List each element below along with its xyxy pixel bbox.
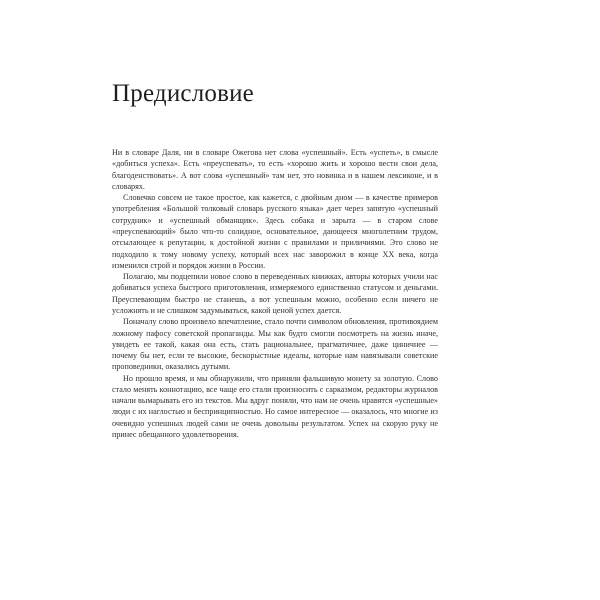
page-title: Предисловие xyxy=(112,79,254,107)
body-paragraph: Словечко совсем не такое простое, как кажется, с двойным дном — в качестве примеров употребления «Большой толковый словарь русского языка» дает через запятую «успешный сотрудник» и «успешный обманщик». Здесь собака и зарыта — в старом слове «преуспевающий» было что-то солидное, основательное, дающееся многолетним трудом, отсылающее к репутации, к достойной жизни с правилами и приличиями. Это слово не подходило к тому новому успеху, который всех нас заворожил в конце XX века, когда изменился строй и порядок жизни в России. xyxy=(112,193,438,270)
body-paragraph: Но прошло время, и мы обнаружили, что приняли фальшивую монету за золотую. Слово стало менять коннотацию, все чаще его стали произносить с сарказмом, редакторы журналов начали вымарывать его из текстов. Мы вдруг поняли, что нам не очень нравятся «успешные» люди с их наглостью и беспринципностью. Но самое интересное — оказалось, что многие из очевидно успешных людей сами не очень довольны результатом. Успех на скорую руку не принес обещанного удовлетворения. xyxy=(112,373,438,440)
body-paragraph: Полагаю, мы подцепили новое слово в переведенных книжках, авторы которых учили нас добиваться успеха быстрого приготовления, измеряемого единственно статусом и деньгами. Преуспевающим быстро не станешь, а вот успешным можно, особенно если ничего не усложнять и не слишком задумываться, какой ценой успех дается. xyxy=(112,272,438,315)
body-text-column xyxy=(112,147,438,440)
body-paragraph: Ни в словаре Даля, ни в словаре Ожегова нет слова «успешный». Есть «успеть», в смысле «добиться успеха». Есть «преуспевать», то есть «хорошо жить и хорошо вести свои дела, благоденствовать». А вот слова «успешный» там нет, это новинка и в нашем лексиконе, и в словарях. xyxy=(112,148,438,191)
body-paragraph: Поначалу слово произвело впечатление, стало почти символом обновления, противоядием ложному пафосу советской пропаганды. Мы как будто смогли посмотреть на жизнь иначе, увидеть ее такой, какая она есть, стать рациональнее, прагматичнее, даже циничнее — почему бы нет, если те высокие, бескорыстные идеалы, которые нам навязывали советские проповедники, оказались дутыми. xyxy=(112,317,438,372)
